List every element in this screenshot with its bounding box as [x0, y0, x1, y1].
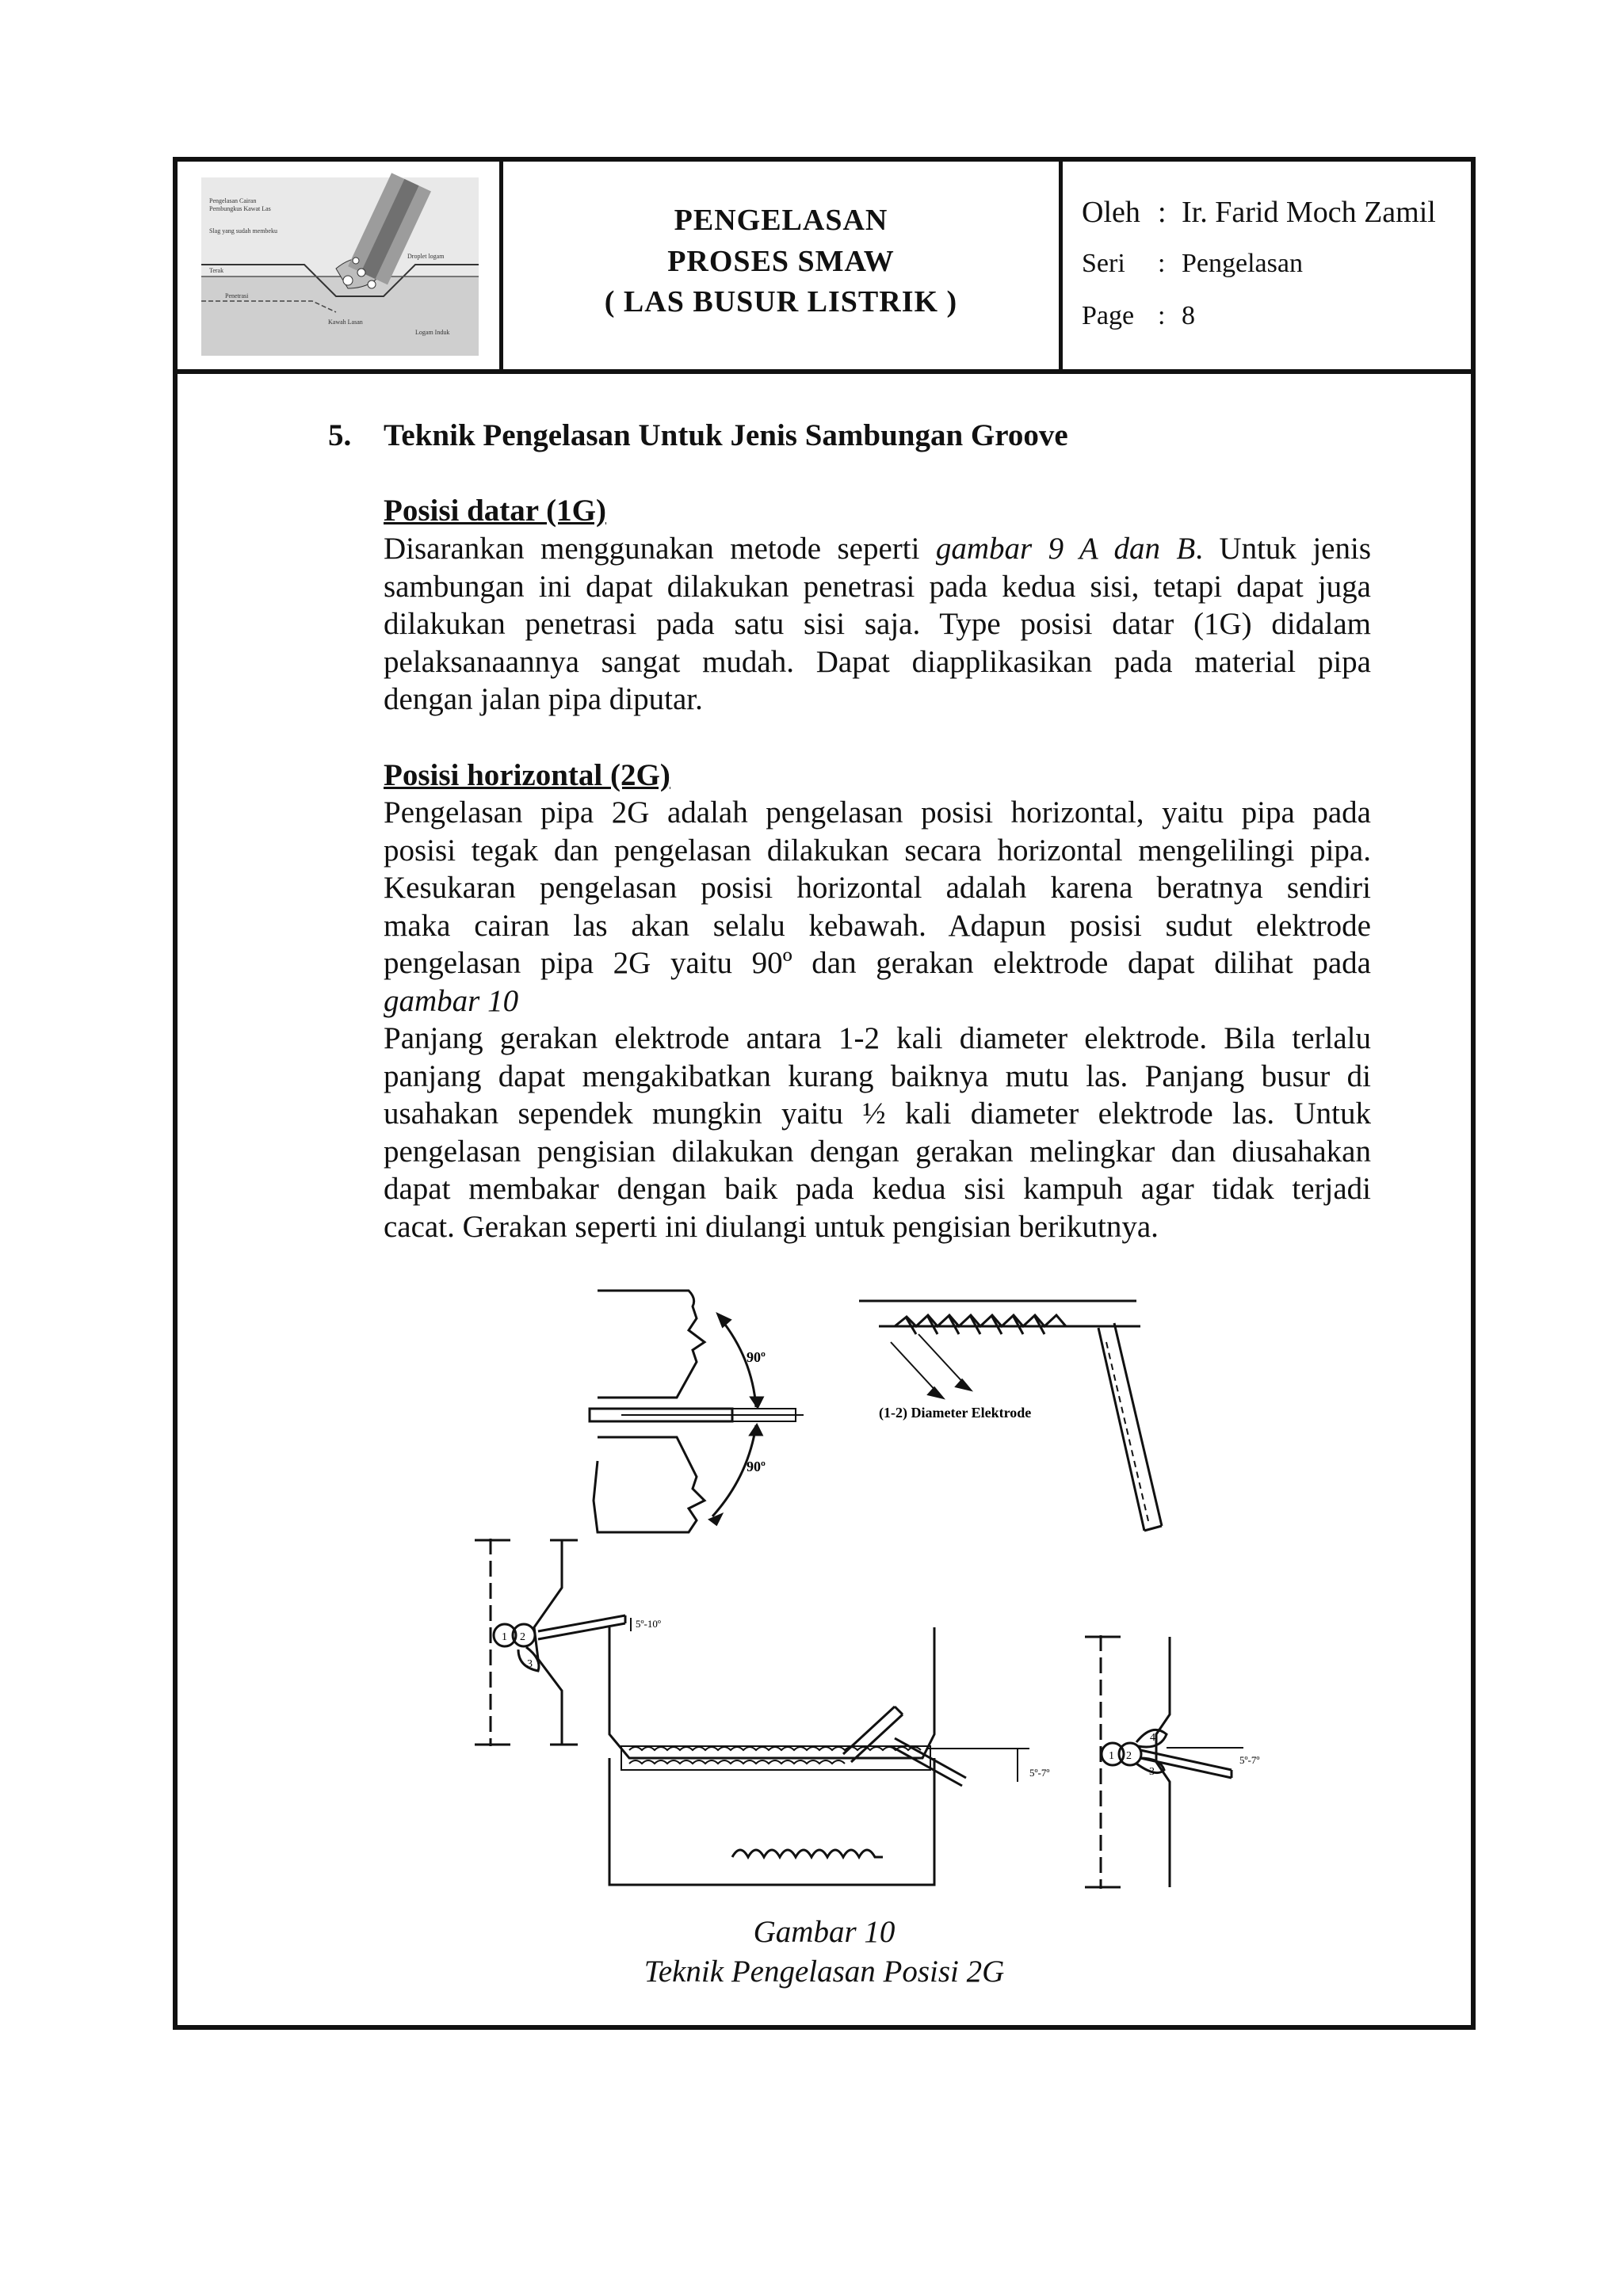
para-1g-line-2: sambungan ini dapat dilakukan penetrasi pada kedua sisi, tetapi dapat juga — [384, 569, 1371, 604]
para-1g-line-4: pelaksanaannya sangat mudah. Dapat diapplikasikan pada material pipa — [384, 644, 1371, 679]
meta-colon: : — [1158, 301, 1166, 330]
bead-num-2b: 2 — [1126, 1750, 1132, 1762]
figure-caption-title: Teknik Pengelasan Posisi 2G — [643, 1955, 1005, 1989]
section-number: 5. — [328, 418, 352, 452]
bead-num-4b: 4 — [1150, 1732, 1155, 1744]
title-line-3: ( LAS BUSUR LISTRIK ) — [604, 285, 958, 318]
page-frame — [173, 157, 1476, 2030]
meta-colon: : — [1158, 249, 1166, 278]
subheading-2g: Posisi horizontal (2G) — [384, 758, 670, 792]
logo-label-8: Logam Induk — [415, 329, 450, 336]
logo-label-2: Pembungkus Kawat Las — [209, 205, 271, 212]
title-line-2: PROSES SMAW — [667, 245, 895, 278]
angle-label-bottom: 90º — [747, 1459, 766, 1474]
angle-label-5-10: 5º-10º — [636, 1618, 661, 1630]
electrode-angle-diagram — [590, 1291, 804, 1532]
meta-seri-key: Seri — [1082, 249, 1125, 278]
section-title: Teknik Pengelasan Untuk Jenis Sambungan Groove — [384, 418, 1068, 452]
meta-page-key: Page — [1082, 301, 1135, 330]
figure-ref: gambar 9 A dan B — [935, 532, 1196, 566]
subheading-1g: Posisi datar (1G) — [384, 494, 606, 528]
text-run: . Untuk jenis — [1195, 532, 1372, 566]
logo-label-5: Terak — [209, 267, 224, 274]
para-1g-line-3: dilakukan penetrasi pada satu sisi saja. Type posisi datar (1G) didalam — [384, 607, 1371, 641]
figure-top — [178, 162, 1471, 2025]
para-2g-line-11: dapat membakar dengan baik pada kedua sisi kampuh agar tidak terjadi — [384, 1172, 1371, 1206]
para-2g-line-3: Kesukaran pengelasan posisi horizontal adalah karena beratnya sendiri — [384, 871, 1371, 905]
meta-oleh-key: Oleh — [1082, 196, 1140, 229]
angle-label-5-7-right: 5º-7º — [1239, 1754, 1260, 1766]
para-2g-line-4: maka cairan las akan selalu kebawah. Adapun posisi sudut elektrode — [384, 908, 1371, 943]
diameter-label: (1-2) Diameter Elektrode — [879, 1405, 1032, 1421]
text-run: Disarankan menggunakan metode seperti — [384, 532, 936, 566]
bead-num-3b: 3 — [1149, 1766, 1155, 1778]
bead-num-3a: 3 — [527, 1658, 533, 1670]
para-2g-line-9: usahakan sependek mungkin yaitu ½ kali diameter elektrode las. Untuk — [384, 1097, 1371, 1131]
bead-num-1a: 1 — [502, 1631, 507, 1643]
figure-ref: gambar 10 — [384, 983, 519, 1018]
bead-num-1b: 1 — [1109, 1750, 1114, 1762]
para-1g-line-5: dengan jalan pipa diputar. — [384, 682, 703, 716]
para-2g-line-10: pengelasan pengisian dilakukan dengan gerakan melingkar dan diusahakan — [384, 1134, 1371, 1169]
para-2g-line-1: Pengelasan pipa 2G adalah pengelasan posisi horizontal, yaitu pipa pada — [384, 795, 1371, 830]
para-2g-line-8: panjang dapat mengakibatkan kurang baiknya mutu las. Panjang busur di — [384, 1058, 1371, 1093]
logo-label-7: Kawah Lasan — [328, 318, 363, 326]
meta-seri-value: Pengelasan — [1182, 249, 1303, 278]
logo-label-6: Penetrasi — [225, 292, 249, 299]
bead-num-2a: 2 — [520, 1631, 525, 1643]
logo-label-3: Slag yang sudah membeku — [209, 227, 277, 235]
pipe-weld-diagram — [609, 1627, 1029, 1885]
logo-label-4: Droplet logam — [407, 253, 445, 260]
para-2g-line-12: cacat. Gerakan seperti ini diulangi untuk pengisian berikutnya. — [384, 1209, 1159, 1244]
angle-label-top: 90º — [747, 1349, 766, 1365]
logo-label-1: Pengelasan Cairan — [209, 197, 257, 204]
meta-colon: : — [1158, 196, 1167, 229]
figure-caption-number: Gambar 10 — [753, 1915, 896, 1949]
title-line-1: PENGELASAN — [674, 204, 888, 237]
bead-sequence-right — [1085, 1635, 1243, 1889]
meta-page-value: 8 — [1182, 301, 1195, 330]
bead-sequence-left — [475, 1539, 631, 1746]
para-2g-line-5: pengelasan pipa 2G yaitu 90º dan gerakan elektrode dapat dilihat pada — [384, 946, 1371, 980]
para-2g-line-7: Panjang gerakan elektrode antara 1-2 kali diameter elektrode. Bila terlalu — [384, 1021, 1371, 1055]
para-2g-line-2: posisi tegak dan pengelasan dilakukan secara horizontal mengelilingi pipa. — [384, 833, 1371, 868]
angle-label-5-7-mid: 5º-7º — [1029, 1767, 1050, 1779]
meta-oleh-value: Ir. Farid Moch Zamil — [1182, 196, 1436, 229]
